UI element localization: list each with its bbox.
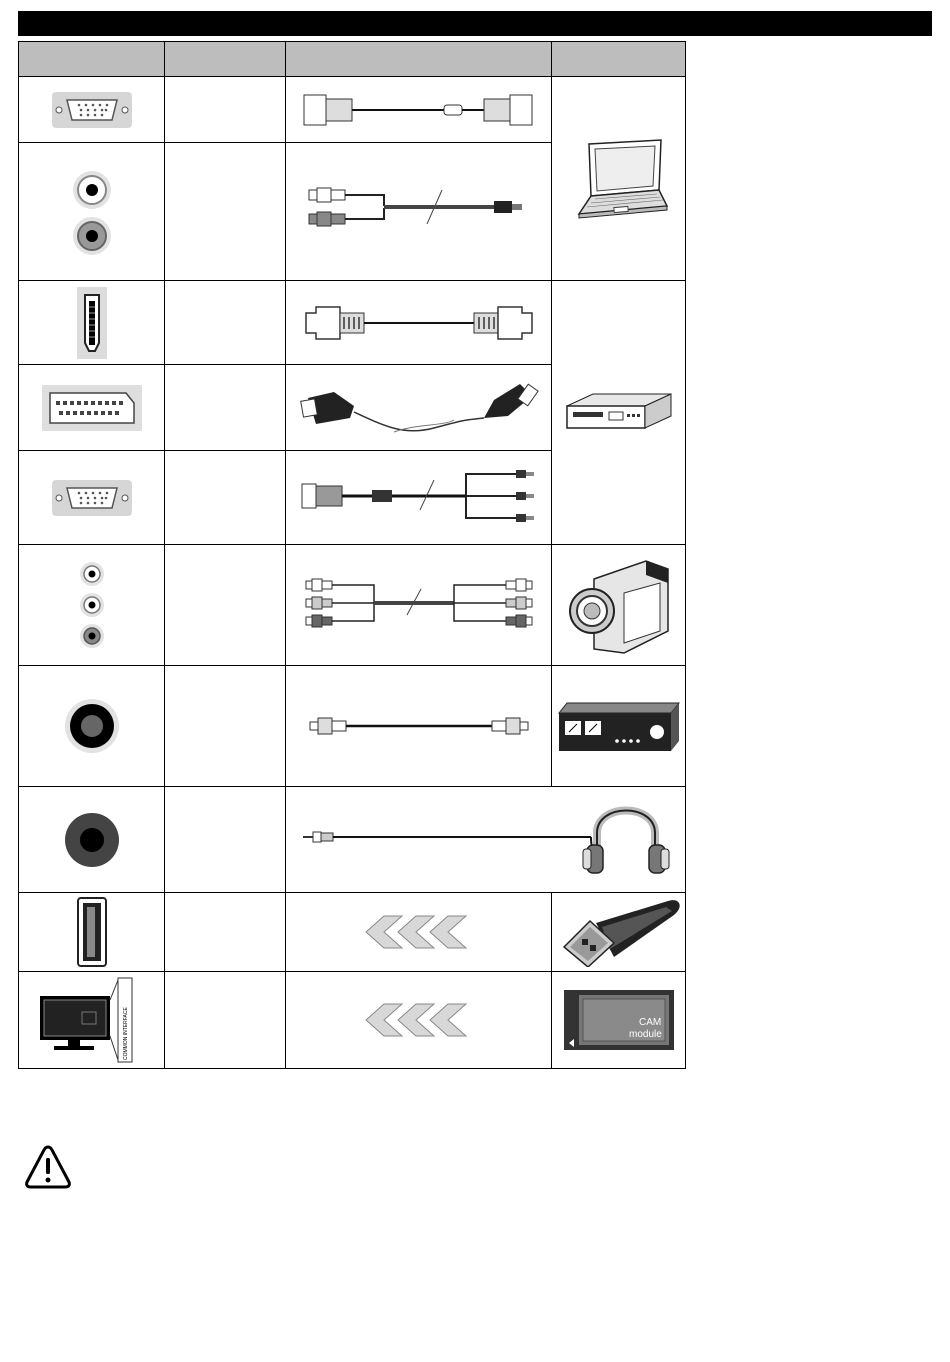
pc-audio-port-icon — [19, 143, 165, 281]
dvd-player-icon — [552, 281, 686, 545]
vga-port-icon — [19, 77, 165, 143]
cam-module-icon — [552, 972, 686, 1069]
laptop-icon — [552, 77, 686, 281]
usb-port-icon — [19, 893, 165, 972]
section-title-bar — [18, 11, 932, 36]
audio-amplifier-icon — [552, 666, 686, 787]
scart-port-icon — [19, 365, 165, 451]
header-cables — [286, 42, 552, 77]
ci-label: COMMON INTERFACE — [122, 1007, 129, 1060]
type-cell — [165, 545, 286, 666]
header-device — [552, 42, 686, 77]
av-rca-cable-icon — [286, 545, 552, 666]
table-row — [19, 666, 686, 787]
table-row — [19, 545, 686, 666]
type-cell — [165, 77, 286, 143]
type-cell — [165, 451, 286, 545]
rca-to-minijack-cable-icon — [286, 143, 552, 281]
type-cell — [165, 666, 286, 787]
table-row — [19, 77, 686, 143]
type-cell — [165, 787, 286, 893]
table-row — [19, 281, 686, 365]
hdmi-cable-icon — [286, 281, 552, 365]
table-header-row — [19, 42, 686, 77]
warning-icon — [24, 1144, 72, 1190]
header-connector — [19, 42, 165, 77]
cam-label-line1: CAM — [638, 1017, 661, 1028]
hdmi-port-icon — [19, 281, 165, 365]
ci-slot-icon — [19, 972, 165, 1069]
vga-cable-icon — [286, 77, 552, 143]
component-vga-port-icon — [19, 451, 165, 545]
cam-label-line2: module — [628, 1029, 662, 1040]
insert-arrows-icon — [286, 893, 552, 972]
vga-to-component-cable-icon — [286, 451, 552, 545]
coaxial-rca-cable-icon — [286, 666, 552, 787]
table-row — [19, 972, 686, 1069]
type-cell — [165, 365, 286, 451]
usb-stick-icon — [552, 893, 686, 972]
type-cell — [165, 281, 286, 365]
headphone-jack-icon — [19, 787, 165, 893]
type-cell — [165, 972, 286, 1069]
type-cell — [165, 143, 286, 281]
headphone-cable-icon — [286, 787, 686, 893]
spdif-port-icon — [19, 666, 165, 787]
insert-arrows-icon — [286, 972, 552, 1069]
table-row — [19, 893, 686, 972]
header-type — [165, 42, 286, 77]
camcorder-icon — [552, 545, 686, 666]
scart-cable-icon — [286, 365, 552, 451]
av-rca-ports-icon — [19, 545, 165, 666]
connection-table — [18, 41, 686, 1069]
type-cell — [165, 893, 286, 972]
table-row — [19, 787, 686, 893]
